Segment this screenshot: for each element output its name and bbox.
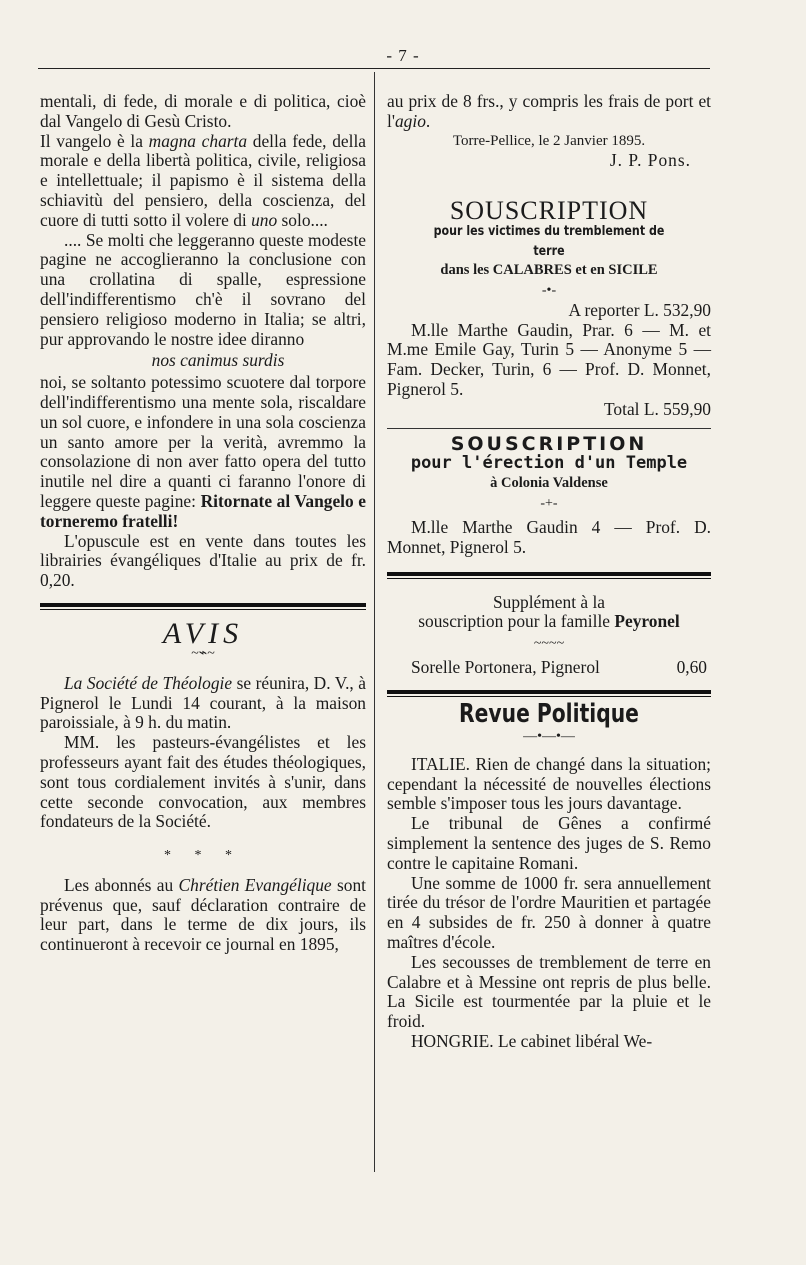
paragraph: ITALIE. Rien de changé dans la situation; cependant la nécessité de nouvelles élections semble s'imposer tous les jours davantage.	[387, 753, 711, 814]
ornament: -•-	[541, 282, 557, 298]
paragraph: noi, se soltanto potessimo scuotere dal torpore dell'indifferentismo una mente sola, riscaldare un sol cuore, e infondere in una sola coscienza un santo amore per la verità, avremmo la consolazione di non aver fatto opera del tutto inutile nel dire a quanti ci faranno l'onore di leggere queste pagine: Ritornate al Vangelo e torneremo fratelli!	[40, 372, 367, 531]
section-rule	[387, 428, 711, 429]
section-rule	[387, 572, 711, 579]
souscription-subtitle: pour l'érection d'un Temple	[410, 453, 688, 474]
ornament: ~~~~	[533, 636, 565, 652]
page-number: - 7 -	[386, 46, 420, 65]
bold-exhortation: Ritornate al Vangelo e torneremo fratelli!	[40, 490, 367, 531]
right-column	[387, 92, 711, 1052]
supplement-line: Supplément à la	[492, 591, 606, 612]
donor-list: M.lle Marthe Gaudin, Prar. 6 — M. et M.me Emile Gay, Turin 5 — Anonyme 5 — Fam. Decker, Turin, 6 — Prof. D. Monnet, Pignerol 5.	[387, 319, 711, 399]
paragraph: Les secousses de tremblement de terre en Calabre et à Messine ont repris de plus belle. La Sicile est tourmentée par la pluie et le froid.	[387, 951, 711, 1032]
paragraph: .... Se molti che leggeranno queste modeste pagine ne accoglieranno la conclusione con una crollatina di spalle, espressione dell'indifferentismo ch'è il sovrano del pensiero religioso moderno in Italia; se altri, pur approvando le nostre idee diranno	[40, 229, 366, 349]
donor-list: M.lle Marthe Gaudin 4 — Prof. D. Monnet, Pignerol 5.	[387, 516, 711, 557]
paragraph: Les abonnés au Chrétien Evangélique sont prévenus que, sauf déclaration contraire de leur part, dans le terme de dix jours, ils continueront à recevoir ce journal en 1895,	[40, 874, 366, 955]
column-divider	[374, 72, 375, 1172]
souscription-subtitle: pour les victimes du tremblement de terre	[433, 222, 665, 259]
paragraph: MM. les pasteurs-évangélistes et les professeurs ayant fait des études théologiques, sont tous cordialement invités à s'unir, dans cette seconde convocation, aux membres fondateurs de la Société.	[40, 732, 366, 832]
dateline: Torre-Pellice, le 2 Janvier 1895.	[452, 132, 646, 149]
latin-quote: nos canimus surdis	[151, 350, 285, 371]
paragraph: HONGRIE. Le cabinet libéral We-	[411, 1030, 653, 1051]
total-amount: Total L. 559,90	[604, 398, 711, 419]
left-column	[40, 92, 366, 955]
paragraph: au prix de 8 frs., y compris les frais de port et l'agio.	[387, 91, 711, 131]
paragraph: Le tribunal de Gênes a confirmé simplement la sentence des juges de S. Remo contre le capitaine Romani.	[387, 813, 711, 873]
paragraph: Une somme de 1000 fr. sera annuellement tirée du trésor de l'ordre Mauritien et partagée en 4 subsides de fr. 250 à donner à quatre maîtres d'école.	[387, 872, 711, 952]
paragraph: La Société de Théologie se réunira, D. V., à Pignerol le Lundi 14 courant, à la maison paroissiale, à 9 h. du matin.	[40, 672, 367, 733]
paragraph: Il vangelo è la magna charta della fede, della morale e della libertà politica, civile, religiosa e intellettuale; il papismo è il sistema della schiavitù del pensiero, della coscienza, del cuore di tutti sotto il volere di uno solo....	[40, 130, 366, 230]
ornament: ~⌁~	[191, 645, 215, 661]
avis-title: AVIS	[162, 616, 244, 650]
report-amount: A reporter L. 532,90	[568, 299, 711, 320]
supplement-entry: Sorelle Portonera, Pignerol 0,60	[411, 657, 707, 678]
paragraph: L'opuscule est en vente dans toutes les librairies évangéliques d'Italie au prix de fr. 0,20.	[40, 530, 366, 591]
souscription-subtitle: dans les CALABRES et en SICILE	[440, 261, 658, 278]
souscription-subtitle: à Colonia Valdense	[490, 475, 608, 492]
souscription-title: SOUSCRIPTION	[450, 432, 648, 455]
section-rule	[40, 603, 366, 610]
section-rule	[387, 690, 711, 697]
signature: J. P. Pons.	[609, 150, 691, 171]
revue-title: Revue Politique	[459, 698, 639, 729]
supplement-line: souscription pour la famille Peyronel	[418, 611, 680, 632]
header-rule	[38, 68, 710, 69]
ornament: —•—•—	[523, 728, 575, 744]
ornament: -+-	[540, 495, 558, 511]
souscription-title: SOUSCRIPTION	[449, 196, 649, 226]
asterism: * * *	[164, 848, 242, 864]
paragraph: mentali, di fede, di morale e di politica, cioè dal Vangelo di Gesù Cristo.	[40, 91, 366, 131]
